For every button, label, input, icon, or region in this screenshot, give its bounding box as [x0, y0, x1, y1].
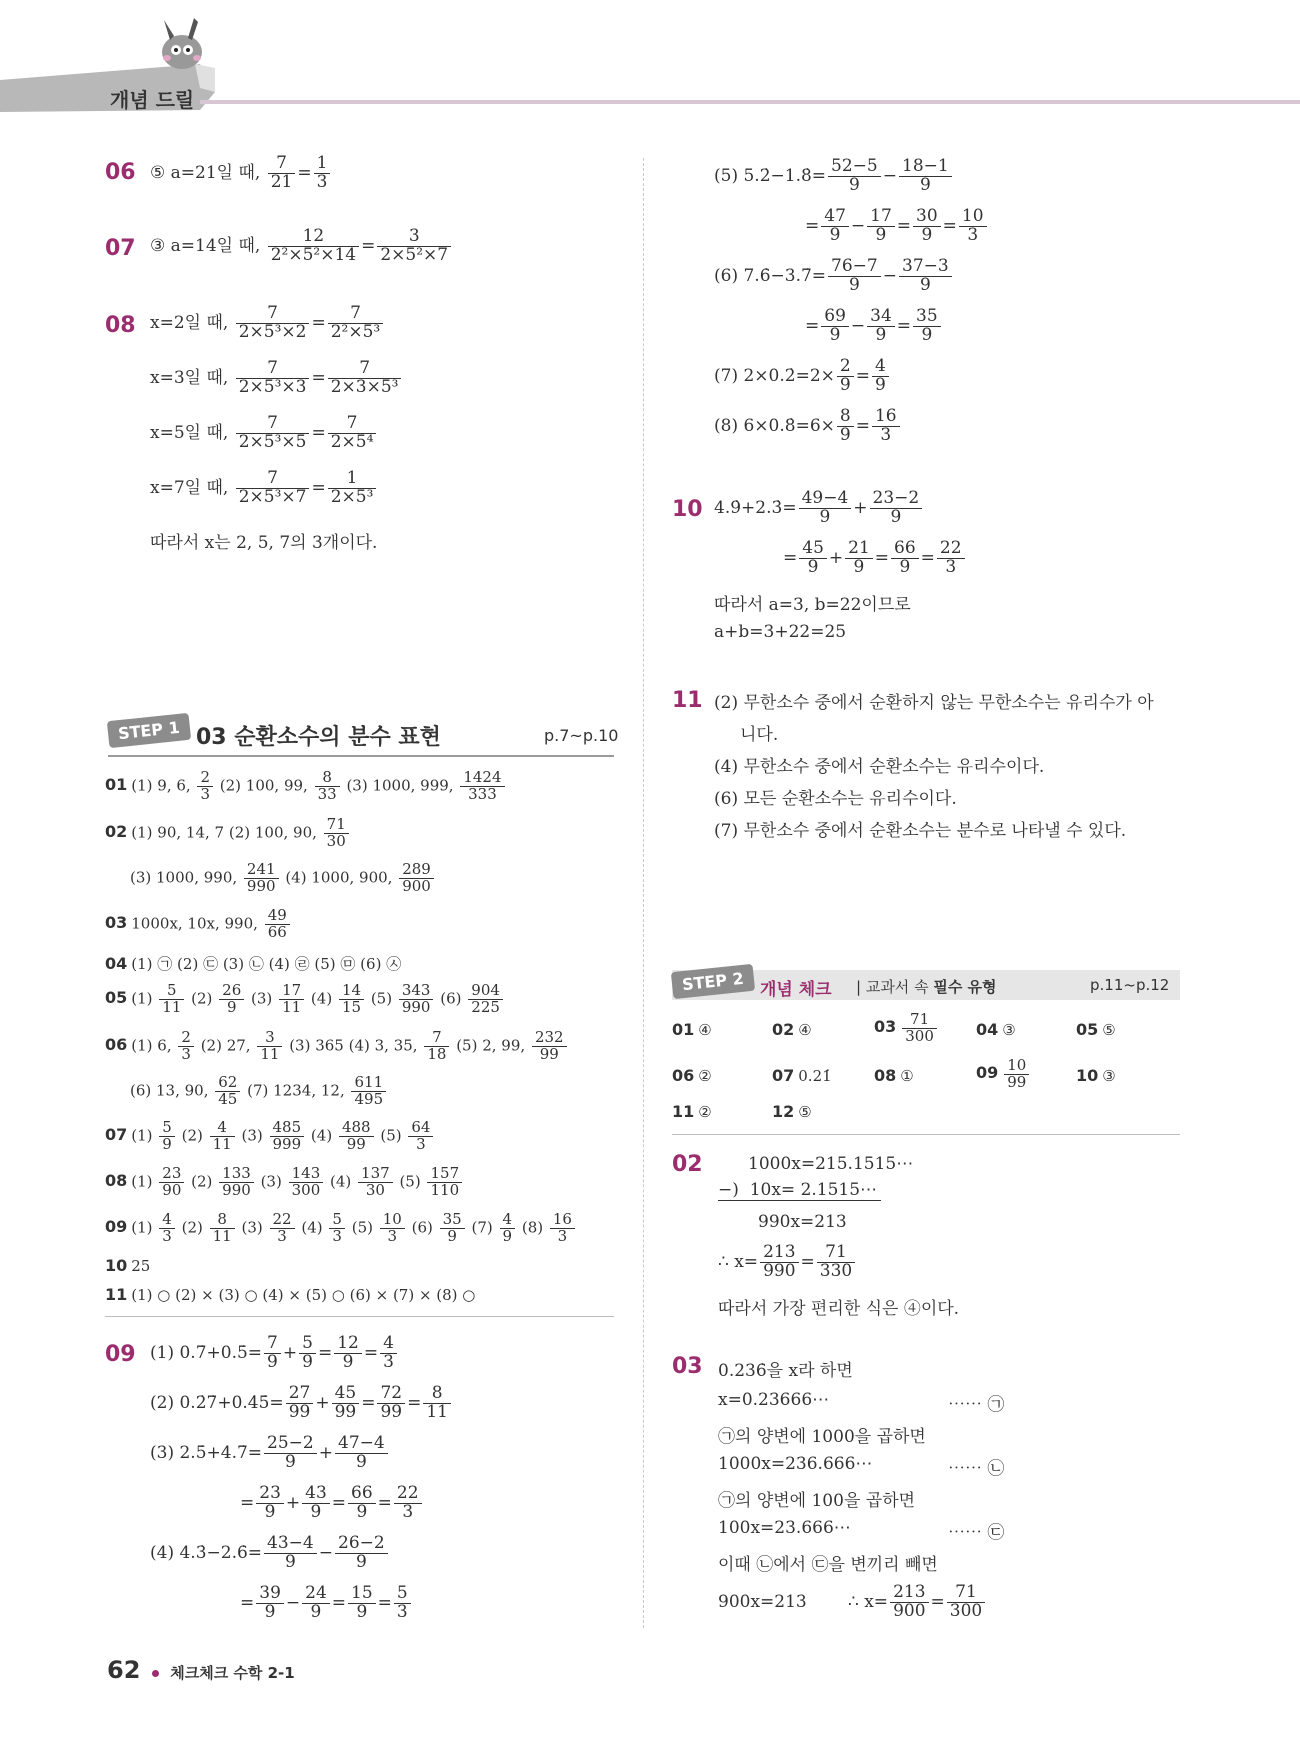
- conclusion-text: 따라서 x는 2, 5, 7의 3개이다.: [150, 533, 378, 553]
- answer-line: (6) 13, 90, $\frac{62}{45}$ (7) 1234, 12, $\frac{611}{495}$: [130, 1075, 388, 1108]
- answer-line: 04 (1) ㉠ (2) ㉢ (3) ㉡ (4) ㉣ (5) ㉤ (6) ㉦: [105, 954, 402, 973]
- solution-line: 이때 ㉡에서 ㉢을 변끼리 빼면: [718, 1555, 938, 1575]
- page-footer: [107, 1656, 295, 1684]
- solution-line: 1000x=215.1515⋯: [748, 1154, 914, 1174]
- solution-line: 4.9̇+2.3̇= $\frac{49-4}{9}$ + $\frac{23-2}{9}$: [714, 490, 924, 527]
- answer-line: 09 (1) $\frac{4}{3}$ (2) $\frac{8}{11}$ (3) $\frac{22}{3}$ (4) $\frac{5}{3}$ (5) $\frac{10}{3}$ (6) $\frac{35}{9}$ (7) $\frac{4}{9}$ (8) $\frac{16}{3}$: [105, 1212, 577, 1245]
- solution-line: = $\frac{39}{9}$ − $\frac{24}{9}$ = $\frac{15}{9}$ = $\frac{5}{3}$: [240, 1585, 413, 1622]
- solution-line: 0.236̇을 x라 하면: [718, 1361, 853, 1381]
- explanation-line: (2) 무한소수 중에서 순환하지 않는 무한소수는 유리수가 아: [714, 693, 1154, 713]
- header-title: 개념 드릴: [110, 88, 195, 112]
- solution-line: = $\frac{23}{9}$ + $\frac{43}{9}$ = $\frac{66}{9}$ = $\frac{22}{3}$: [240, 1485, 424, 1522]
- bullet-icon: [152, 1670, 159, 1677]
- answer-item: 02 ④: [772, 1020, 812, 1039]
- conclusion-text: 따라서 가장 편리한 식은 ④이다.: [718, 1299, 960, 1319]
- answer-item: 04 ③: [976, 1020, 1016, 1039]
- step2-subtitle: | 교과서 속 필수 유형: [856, 978, 997, 996]
- conclusion-text: a+b=3+22=25: [714, 622, 847, 642]
- answer-item: 12 ⑤: [772, 1102, 812, 1121]
- answer-item: 11 ②: [672, 1102, 712, 1121]
- answer-line: 10 25: [105, 1256, 151, 1275]
- question-number: 09: [105, 1342, 136, 1367]
- solution-line: 100x=23.666⋯: [718, 1518, 851, 1538]
- column-divider: [643, 158, 644, 1628]
- solution-line: (6) 7.6̇−3.7̇= $\frac{76-7}{9}$ − $\frac{37-3}{9}$: [714, 258, 954, 295]
- solution-line: (3) 2.5̇+4.7̇= $\frac{25-2}{9}$ + $\frac{47-4}{9}$: [150, 1435, 390, 1472]
- step2-title: 개념 체크: [760, 980, 832, 1000]
- answer-item: 07 0.21̇: [772, 1066, 832, 1085]
- explanation-line: 니다.: [740, 725, 779, 745]
- question-number: 06: [105, 160, 136, 185]
- answer-item: 08 ①: [874, 1066, 914, 1085]
- equation-marker: ⋯⋯ ㉠: [948, 1395, 1005, 1415]
- solution-line: = $\frac{69}{9}$ − $\frac{34}{9}$ = $\frac{35}{9}$: [805, 308, 943, 345]
- answer-item: 01 ④: [672, 1020, 712, 1039]
- page-number: 62: [107, 1656, 141, 1684]
- solution-line: (4) 4.3̇−2.6̇= $\frac{43-4}{9}$ − $\frac{26-2}{9}$: [150, 1535, 390, 1572]
- step2-badge: STEP 2: [672, 968, 754, 995]
- solution-line: ③ a=14일 때, $\frac{12}{\text{2²×5²×14}}$ = $\frac{3}{\text{2×5²×7}}$: [150, 228, 453, 265]
- step1-title: 03 순환소수의 분수 표현: [196, 725, 441, 750]
- step1-rule: [108, 755, 614, 757]
- answer-item: 09 $\frac{10}{99}$: [976, 1058, 1031, 1091]
- solution-line: x=0.23666⋯: [718, 1390, 830, 1410]
- answer-line: 07 (1) $\frac{5}{9}$ (2) $\frac{4}{11}$ (3) $\frac{485}{999}$ (4) $\frac{488}{99}$ (5) $\frac{64}{3}$: [105, 1120, 435, 1153]
- solution-line: x=5일 때, $\frac{7}{\text{2×5³×5}}$ = $\frac{7}{\text{2×5⁴}}$: [150, 415, 378, 452]
- answer-item: 10 ③: [1076, 1066, 1116, 1085]
- solution-line: −) 10x= 2.1515⋯: [718, 1180, 881, 1201]
- solution-line: (2) 0.2̇7̇+0.4̇5̇= $\frac{27}{99}$ + $\frac{45}{99}$ = $\frac{72}{99}$ = $\frac{8}{11}$: [150, 1385, 453, 1422]
- solution-line: ㉠의 양변에 100을 곱하면: [718, 1491, 916, 1511]
- solution-line: (5) 5.2̇−1.8̇= $\frac{52-5}{9}$ − $\frac{18-1}{9}$: [714, 158, 954, 195]
- solution-line: = $\frac{45}{9}$ + $\frac{21}{9}$ = $\frac{66}{9}$ = $\frac{22}{3}$: [783, 540, 967, 577]
- section-rule: [105, 1316, 614, 1317]
- solution-line: 900x=213: [718, 1592, 807, 1612]
- solution-line: ⑤ a=21일 때, $\frac{7}{21}$ = $\frac{1}{3}$: [150, 155, 332, 192]
- question-number: 02: [672, 1152, 703, 1177]
- answer-item: 05 ⑤: [1076, 1020, 1116, 1039]
- rabbit-mascot-icon: [150, 14, 210, 74]
- answer-item: 06 ②: [672, 1066, 712, 1085]
- explanation-line: (7) 무한소수 중에서 순환소수는 분수로 나타낼 수 있다.: [714, 821, 1127, 841]
- solution-line: 1000x=236.666⋯: [718, 1454, 873, 1474]
- solution-line: ∴ x= $\frac{213}{990}$ = $\frac{71}{330}$: [718, 1244, 857, 1281]
- section-rule: [672, 1134, 1180, 1135]
- answer-line: 03 1000x, 10x, 990, $\frac{49}{66}$: [105, 908, 292, 941]
- explanation-line: (4) 무한소수 중에서 순환소수는 유리수이다.: [714, 757, 1045, 777]
- step1-page-range: p.7~p.10: [544, 726, 619, 745]
- question-number: 10: [672, 497, 703, 522]
- question-number: 11: [672, 688, 703, 713]
- step2-page-range: p.11~p.12: [1090, 976, 1170, 994]
- answer-line: 08 (1) $\frac{23}{90}$ (2) $\frac{133}{990}$ (3) $\frac{143}{300}$ (4) $\frac{137}{30}$ (5) $\frac{157}{110}$: [105, 1166, 464, 1199]
- solution-line: (1) 0.7̇+0.5̇= $\frac{7}{9}$ + $\frac{5}{9}$ = $\frac{12}{9}$ = $\frac{4}{3}$: [150, 1335, 399, 1372]
- answer-line: 02 (1) 90, 14, 7 (2) 100, 90, $\frac{71}{30}$: [105, 817, 351, 850]
- answer-line: 06 (1) 6, $\frac{2}{3}$ (2) 27, $\frac{3}{11}$ (3) 365 (4) 3, 35, $\frac{7}{18}$ (5) 2, 99, $\frac{232}{99}$: [105, 1030, 569, 1063]
- solution-line: x=7일 때, $\frac{7}{\text{2×5³×7}}$ = $\frac{1}{\text{2×5³}}$: [150, 470, 378, 507]
- solution-line: = $\frac{47}{9}$ − $\frac{17}{9}$ = $\frac{30}{9}$ = $\frac{10}{3}$: [805, 208, 989, 245]
- answer-line: 11 (1) ○ (2) × (3) ○ (4) × (5) ○ (6) × (7) × (8) ○: [105, 1285, 476, 1304]
- explanation-line: (6) 모든 순환소수는 유리수이다.: [714, 789, 957, 809]
- answer-line: (3) 1000, 990, $\frac{241}{990}$ (4) 1000, 900, $\frac{289}{900}$: [130, 862, 436, 895]
- solution-line: x=3일 때, $\frac{7}{\text{2×5³×3}}$ = $\frac{7}{\text{2×3×5³}}$: [150, 360, 403, 397]
- solution-line: (7) 2×0.2̇=2× $\frac{2}{9}$ = $\frac{4}{9}$: [714, 358, 891, 395]
- answer-item: 03 $\frac{71}{300}$: [874, 1012, 939, 1045]
- answer-line: 01 (1) 9, 6, $\frac{2}{3}$ (2) 100, 99, $\frac{8}{33}$ (3) 1000, 999, $\frac{1424}{333}$: [105, 770, 507, 803]
- equation-marker: ⋯⋯ ㉢: [948, 1523, 1005, 1543]
- question-number: 07: [105, 236, 136, 261]
- answer-line: 05 (1) $\frac{5}{11}$ (2) $\frac{26}{9}$ (3) $\frac{17}{11}$ (4) $\frac{14}{15}$ (5) $\frac{343}{990}$ (6) $\frac{904}{225}$: [105, 983, 505, 1016]
- header-rule: [200, 100, 1300, 104]
- conclusion-text: 따라서 a=3, b=22이므로: [714, 595, 911, 615]
- solution-line: 990x=213: [758, 1212, 847, 1232]
- equation-marker: ⋯⋯ ㉡: [948, 1459, 1005, 1479]
- book-title: 체크체크 수학 2-1: [170, 1664, 295, 1682]
- question-number: 08: [105, 313, 136, 338]
- solution-line: ∴ x= $\frac{213}{900}$ = $\frac{71}{300}$: [848, 1584, 987, 1621]
- solution-line: ㉠의 양변에 1000을 곱하면: [718, 1427, 926, 1447]
- step1-badge: STEP 1: [108, 717, 190, 744]
- solution-line: x=2일 때, $\frac{7}{\text{2×5³×2}}$ = $\frac{7}{\text{2²×5³}}$: [150, 305, 385, 342]
- question-number: 03: [672, 1354, 703, 1379]
- solution-line: (8) 6×0.8̇=6× $\frac{8}{9}$ = $\frac{16}{3}$: [714, 408, 902, 445]
